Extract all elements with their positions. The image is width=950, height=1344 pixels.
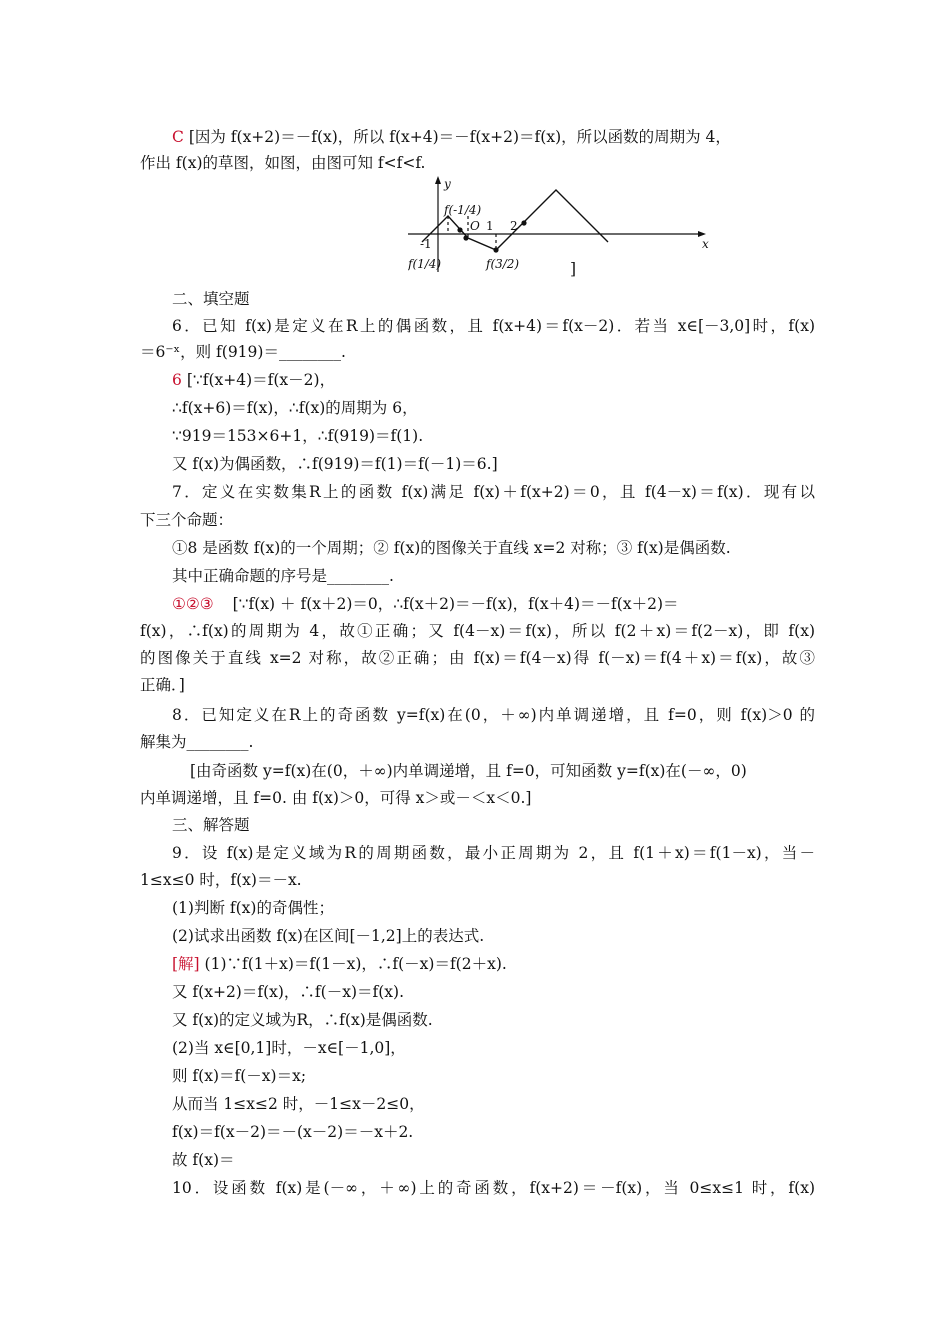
q7-answer-line4: 正确．] [140,676,185,694]
q9-answer-line1: [解] (1)∵f(1＋x)＝f(1－x)，∴f(－x)＝f(2＋x). [172,955,507,973]
q7-line4: 其中正确命题的序号是________. [172,567,394,585]
q9-answer-line3: 又 f(x)的定义域为R，∴f(x)是偶函数. [172,1011,433,1029]
q6-answer-line2: ∴f(x+6)＝f(x)，∴f(x)的周期为 6， [172,399,418,417]
label-f-three-halves: f(3/2) [486,257,520,271]
point-f-quarter [463,235,468,240]
q9-answer-line5: 则 f(x)＝f(－x)＝x; [172,1067,307,1085]
q9-answer-line2: 又 f(x+2)＝f(x)，∴f(－x)＝f(x). [172,983,404,1001]
answer-label: 6 [172,371,182,389]
section-solve: 三、解答题 [172,816,250,834]
q9-answer-line6: 从而当 1≤x≤2 时，－1≤x－2≤0， [172,1095,425,1113]
tick-neg1: -1 [420,237,432,251]
q8-answer-line2: 内单调递增，且 f=0. 由 f(x)＞0，可得 x＞或－＜x＜0.] [140,789,532,807]
q6-answer-line3: ∵919＝153×6+1，∴f(919)＝f(1). [172,427,424,445]
q6-answer-line4: 又 f(x)为偶函数，∴f(919)＝f(1)＝f(－1)＝6.] [172,455,498,473]
label-f-neg-quarter: f(-1/4) [444,203,482,217]
figure-close-bracket: ] [570,260,577,278]
answer-label: C [172,128,184,146]
q6-line2: ＝6⁻ˣ，则 f(919)＝________. [140,343,346,361]
q8-answer-line1: [由奇函数 y=f(x)在(0，＋∞)内单调递增，且 f=0，可知函数 y=f(x)在(－∞，0) [190,762,747,780]
function-sketch-figure [408,176,718,276]
q7-answer-line3: 的图像关于直线 x=2 对称，故②正确；由 f(x)＝f(4－x)得 f(－x)＝f(4＋x)＝f(x)，故③ [140,649,815,667]
q8-line1: 8．已知定义在R上的奇函数 y=f(x)在(0，＋∞)内单调递增，且 f=0，则 f(x)＞0 的 [172,706,815,724]
q8-line2: 解集为________. [140,733,254,751]
q9-line1: 9．设 f(x)是定义域为R的周期函数，最小正周期为 2，且 f(1＋x)＝f(1－x)，当－ [172,844,815,862]
q7-answer-line2: f(x)，∴f(x)的周期为 4，故①正确；又 f(4－x)＝f(x)，所以 f(2＋x)＝f(2－x)，即 f(x) [140,622,815,640]
point-marker [521,220,526,225]
axis-x-label: x [702,237,709,251]
point-f-neg-quarter [457,227,462,232]
q9-answer-line7: f(x)＝f(x－2)＝－(x－2)＝－x＋2. [172,1123,414,1141]
solution-label: [解] [172,955,200,973]
q9-line2: 1≤x≤0 时，f(x)＝－x. [140,871,302,889]
section-fill-blank: 二、填空题 [172,290,250,308]
q6-line1: 6．已知 f(x)是定义在R上的偶函数，且 f(x+4)＝f(x－2)．若当 x∈[－3,0]时，f(x) [172,317,815,335]
tick-1: 1 [486,219,494,233]
q9-line4: (2)试求出函数 f(x)在区间[－1,2]上的表达式. [172,927,485,945]
origin-label: O [470,219,480,233]
q7-line2: 下三个命题： [140,511,234,529]
q7-line1: 7．定义在实数集R上的函数 f(x)满足 f(x)＋f(x+2)＝0，且 f(4－x)＝f(x)．现有以 [172,483,815,501]
axis-y-label: y [444,177,451,191]
q9-line3: (1)判断 f(x)的奇偶性； [172,899,334,917]
answer-label: ①②③ [172,595,214,613]
q5-answer-line1: C [因为 f(x+2)＝－f(x)，所以 f(x+4)＝－f(x+2)＝f(x)，所以函数的周期为 4， [172,128,731,146]
q10-line1: 10．设函数 f(x)是(－∞，＋∞)上的奇函数，f(x+2)＝－f(x)，当 0≤x≤1 时，f(x) [172,1179,815,1197]
q5-answer-line2: 作出 f(x)的草图，如图，由图可知 f<f<f. [140,154,426,172]
point-f-three-halves [493,247,498,252]
q9-answer-line8: 故 f(x)＝ [172,1151,235,1169]
y-axis-arrow [435,176,441,184]
q6-answer-line1: 6 [∵f(x+4)＝f(x－2)， [172,371,336,389]
tick-2: 2 [510,219,518,233]
q9-answer-line4: (2)当 x∈[0,1]时，－x∈[－1,0]， [172,1039,406,1057]
label-f-quarter: f(1/4) [408,257,442,271]
q7-answer-line1: ①②③ [∵f(x) ＋ f(x＋2)＝0，∴f(x＋2)＝－f(x)，f(x＋4)＝－f(x＋2)＝ [172,595,679,613]
q7-line3: ①8 是函数 f(x)的一个周期；② f(x)的图像关于直线 x=2 对称；③ f(x)是偶函数. [172,539,731,557]
